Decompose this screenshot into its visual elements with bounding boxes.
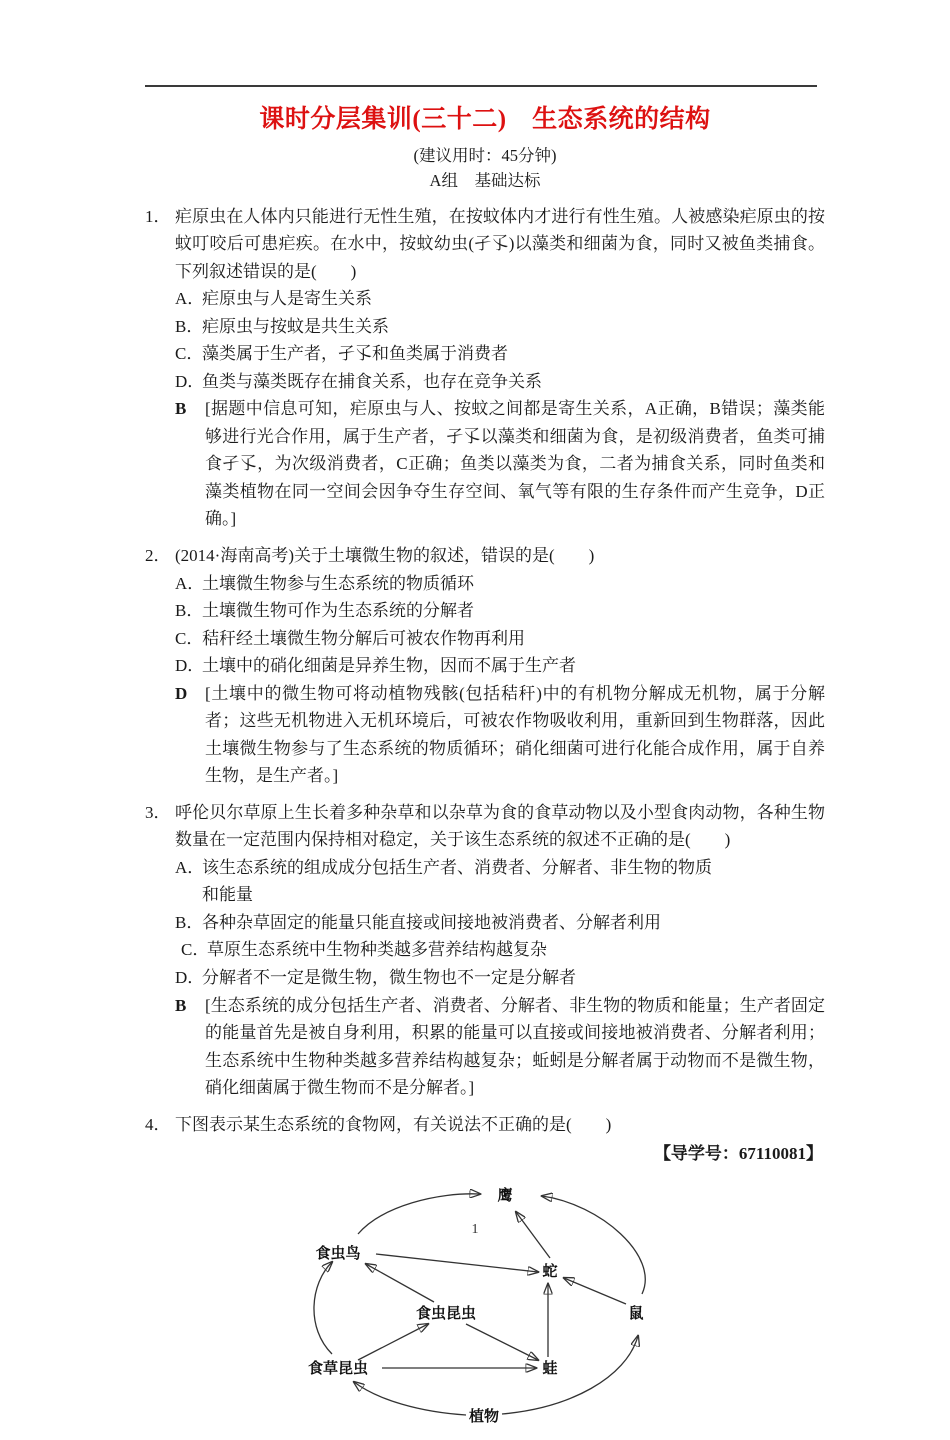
answer-letter: B: [175, 399, 187, 419]
option-text: 该生态系统的组成成分包括生产者、消费者、分解者、非生物的物质: [202, 857, 712, 877]
node-zhiwu: 植物: [468, 1408, 500, 1425]
question-number: 1．: [145, 206, 171, 226]
node-she: 蛇: [542, 1263, 558, 1280]
option-b[interactable]: [145, 597, 825, 625]
option-label: A．: [175, 573, 205, 593]
option-c[interactable]: [145, 340, 825, 368]
option-b[interactable]: [145, 909, 825, 937]
option-label: A．: [175, 289, 205, 309]
option-label: B．: [175, 601, 204, 621]
edge-shu-to-she: [564, 1278, 626, 1304]
option-b[interactable]: [145, 313, 825, 341]
page-content: [145, 104, 825, 1440]
question-text: (2014·海南高考)关于土壤微生物的叙述，错误的是( ): [175, 546, 595, 565]
page-title: 课时分层集训(三十二) 生态系统的结构: [259, 106, 711, 133]
question-3: [145, 799, 825, 1102]
option-a[interactable]: [145, 854, 825, 882]
question-stem-row: [145, 1111, 825, 1139]
question-stem-row: [145, 542, 825, 570]
option-text: 疟原虫与按蚊是共生关系: [202, 316, 389, 336]
question-number: 2．: [145, 546, 171, 565]
option-text: 藻类属于生产者，孑孓和鱼类属于消费者: [202, 344, 508, 364]
node-shichongkunchong: 食虫昆虫: [415, 1305, 477, 1322]
edge-shichongkunchong-to-shichongniao: [366, 1264, 434, 1302]
node-shicaokunchong: 食草昆虫: [307, 1360, 369, 1377]
answer-explanation: [据题中信息可知，疟原虫与人、按蚊之间都是寄生关系，A正确，B错误；藻类能够进行光合作用，属于生产者，孑孓以藻类和细菌为食，是初级消费者，鱼类可捕食孑孓，为次级消费者，C正确；鱼类以藻类为食，二者为捕食关系，同时鱼类和藻类植物在同一空间会因争夺生存空间、氧气等有限的生存条件而产生竞争，D正确。]: [205, 399, 825, 529]
question-text: 呼伦贝尔草原上生长着多种杂草和以杂草为食的食草动物以及小型食肉动物，各种生物数量在一定范围内保持相对稳定，关于该生态系统的叙述不正确的是( ): [175, 802, 825, 850]
question-1: [145, 203, 825, 533]
edge-zhiwu-to-shu: [502, 1336, 638, 1414]
section-heading: A组 基础达标: [429, 171, 541, 191]
question-text: 下图表示某生态系统的食物网，有关说法不正确的是( ): [175, 1114, 612, 1134]
food-web-figure: [145, 1172, 825, 1440]
question-2: [145, 542, 825, 790]
option-text: 草原生态系统中生物种类越多营养结构越复杂: [207, 940, 547, 960]
option-text: 鱼类与藻类既存在捕食关系，也存在竞争关系: [202, 371, 542, 391]
node-shu: 鼠: [628, 1305, 644, 1322]
option-text: 各种杂草固定的能量只能直接或间接地被消费者、分解者利用: [202, 912, 661, 932]
answer-letter: D: [175, 683, 188, 703]
question-stem-row: [145, 799, 825, 854]
answer-row: [145, 680, 825, 790]
option-text: 疟原虫与人是寄生关系: [202, 289, 372, 309]
question-stem-row: [145, 203, 825, 286]
question-number: 4．: [145, 1114, 171, 1134]
edge-shicaokunchong-to-shichongkunchong: [358, 1324, 428, 1360]
answer-explanation: [土壤中的微生物可将动植物残骸(包括秸秆)中的有机物分解成无机物，属于分解者；这些无机物进入无机环境后，可被农作物吸收利用，重新回到生物群落，因此土壤微生物参与了生态系统的物质循环；硝化细菌可进行化能合成作用，属于自养生物，是生产者。]: [205, 683, 825, 786]
answer-letter: B: [175, 995, 187, 1015]
question-text: 疟原虫在人体内只能进行无性生殖，在按蚊体内才进行有性生殖。人被感染疟原虫的按蚊叮咬后可患疟疾。在水中，按蚊幼虫(孑孓)以藻类和细菌为食，同时又被鱼类捕食。下列叙述错误的是( ): [175, 206, 825, 281]
option-a-continuation: 和能量: [202, 885, 253, 905]
node-wa: 蛙: [542, 1360, 558, 1377]
edge-shichongniao-to-she: [376, 1254, 538, 1272]
option-text: 秸秆经土壤微生物分解后可被农作物再利用: [202, 628, 525, 648]
node-ying: 鹰: [497, 1187, 513, 1204]
answer-row: [145, 395, 825, 533]
option-text: 分解者不一定是微生物，微生物也不一定是分解者: [202, 967, 576, 987]
guide-number: 【导学号：67110081】: [653, 1144, 823, 1164]
edge-shicaokunchong-to-shichongniao: [314, 1262, 332, 1354]
option-label: A．: [175, 857, 205, 877]
answer-explanation: [生态系统的成分包括生产者、消费者、分解者、非生物的物质和能量；生产者固定的能量首先是被自身利用，积累的能量可以直接或间接地被消费者、分解者利用；生态系统中生物种类越多营养结构越复杂；蚯蚓是分解者属于动物而不是微生物，硝化细菌属于微生物而不是分解者。]: [205, 995, 825, 1098]
question-number: 3．: [145, 802, 171, 822]
header-divider: [145, 85, 817, 87]
option-label: D．: [175, 371, 205, 391]
node-shichongniao: 食虫鸟: [315, 1245, 361, 1262]
option-label: D．: [175, 656, 205, 676]
option-label: C．: [175, 628, 204, 648]
option-text: 土壤微生物参与生态系统的物质循环: [202, 573, 474, 593]
option-a[interactable]: [145, 285, 825, 313]
option-c[interactable]: [145, 625, 825, 653]
edge-zhiwu-to-shicaokunchong: [354, 1382, 466, 1415]
option-d[interactable]: [145, 652, 825, 680]
food-web-diagram: [270, 1172, 700, 1440]
answer-row: [145, 992, 825, 1102]
page-number: 1: [471, 1222, 479, 1237]
option-label: C．: [175, 344, 204, 364]
option-label: C．: [181, 940, 210, 960]
edge-shichongkunchong-to-wa: [466, 1324, 538, 1360]
option-text: 土壤中的硝化细菌是异养生物，因而不属于生产者: [202, 656, 576, 676]
option-label: B．: [175, 316, 204, 336]
suggested-time: (建议用时：45分钟): [413, 145, 557, 165]
option-d[interactable]: [145, 368, 825, 396]
option-text: 土壤微生物可作为生态系统的分解者: [202, 601, 474, 621]
option-label: D．: [175, 967, 205, 987]
option-a[interactable]: [145, 570, 825, 598]
option-d[interactable]: [145, 964, 825, 992]
option-c[interactable]: [145, 936, 825, 964]
option-label: B．: [175, 912, 204, 932]
question-4: [145, 1111, 825, 1440]
